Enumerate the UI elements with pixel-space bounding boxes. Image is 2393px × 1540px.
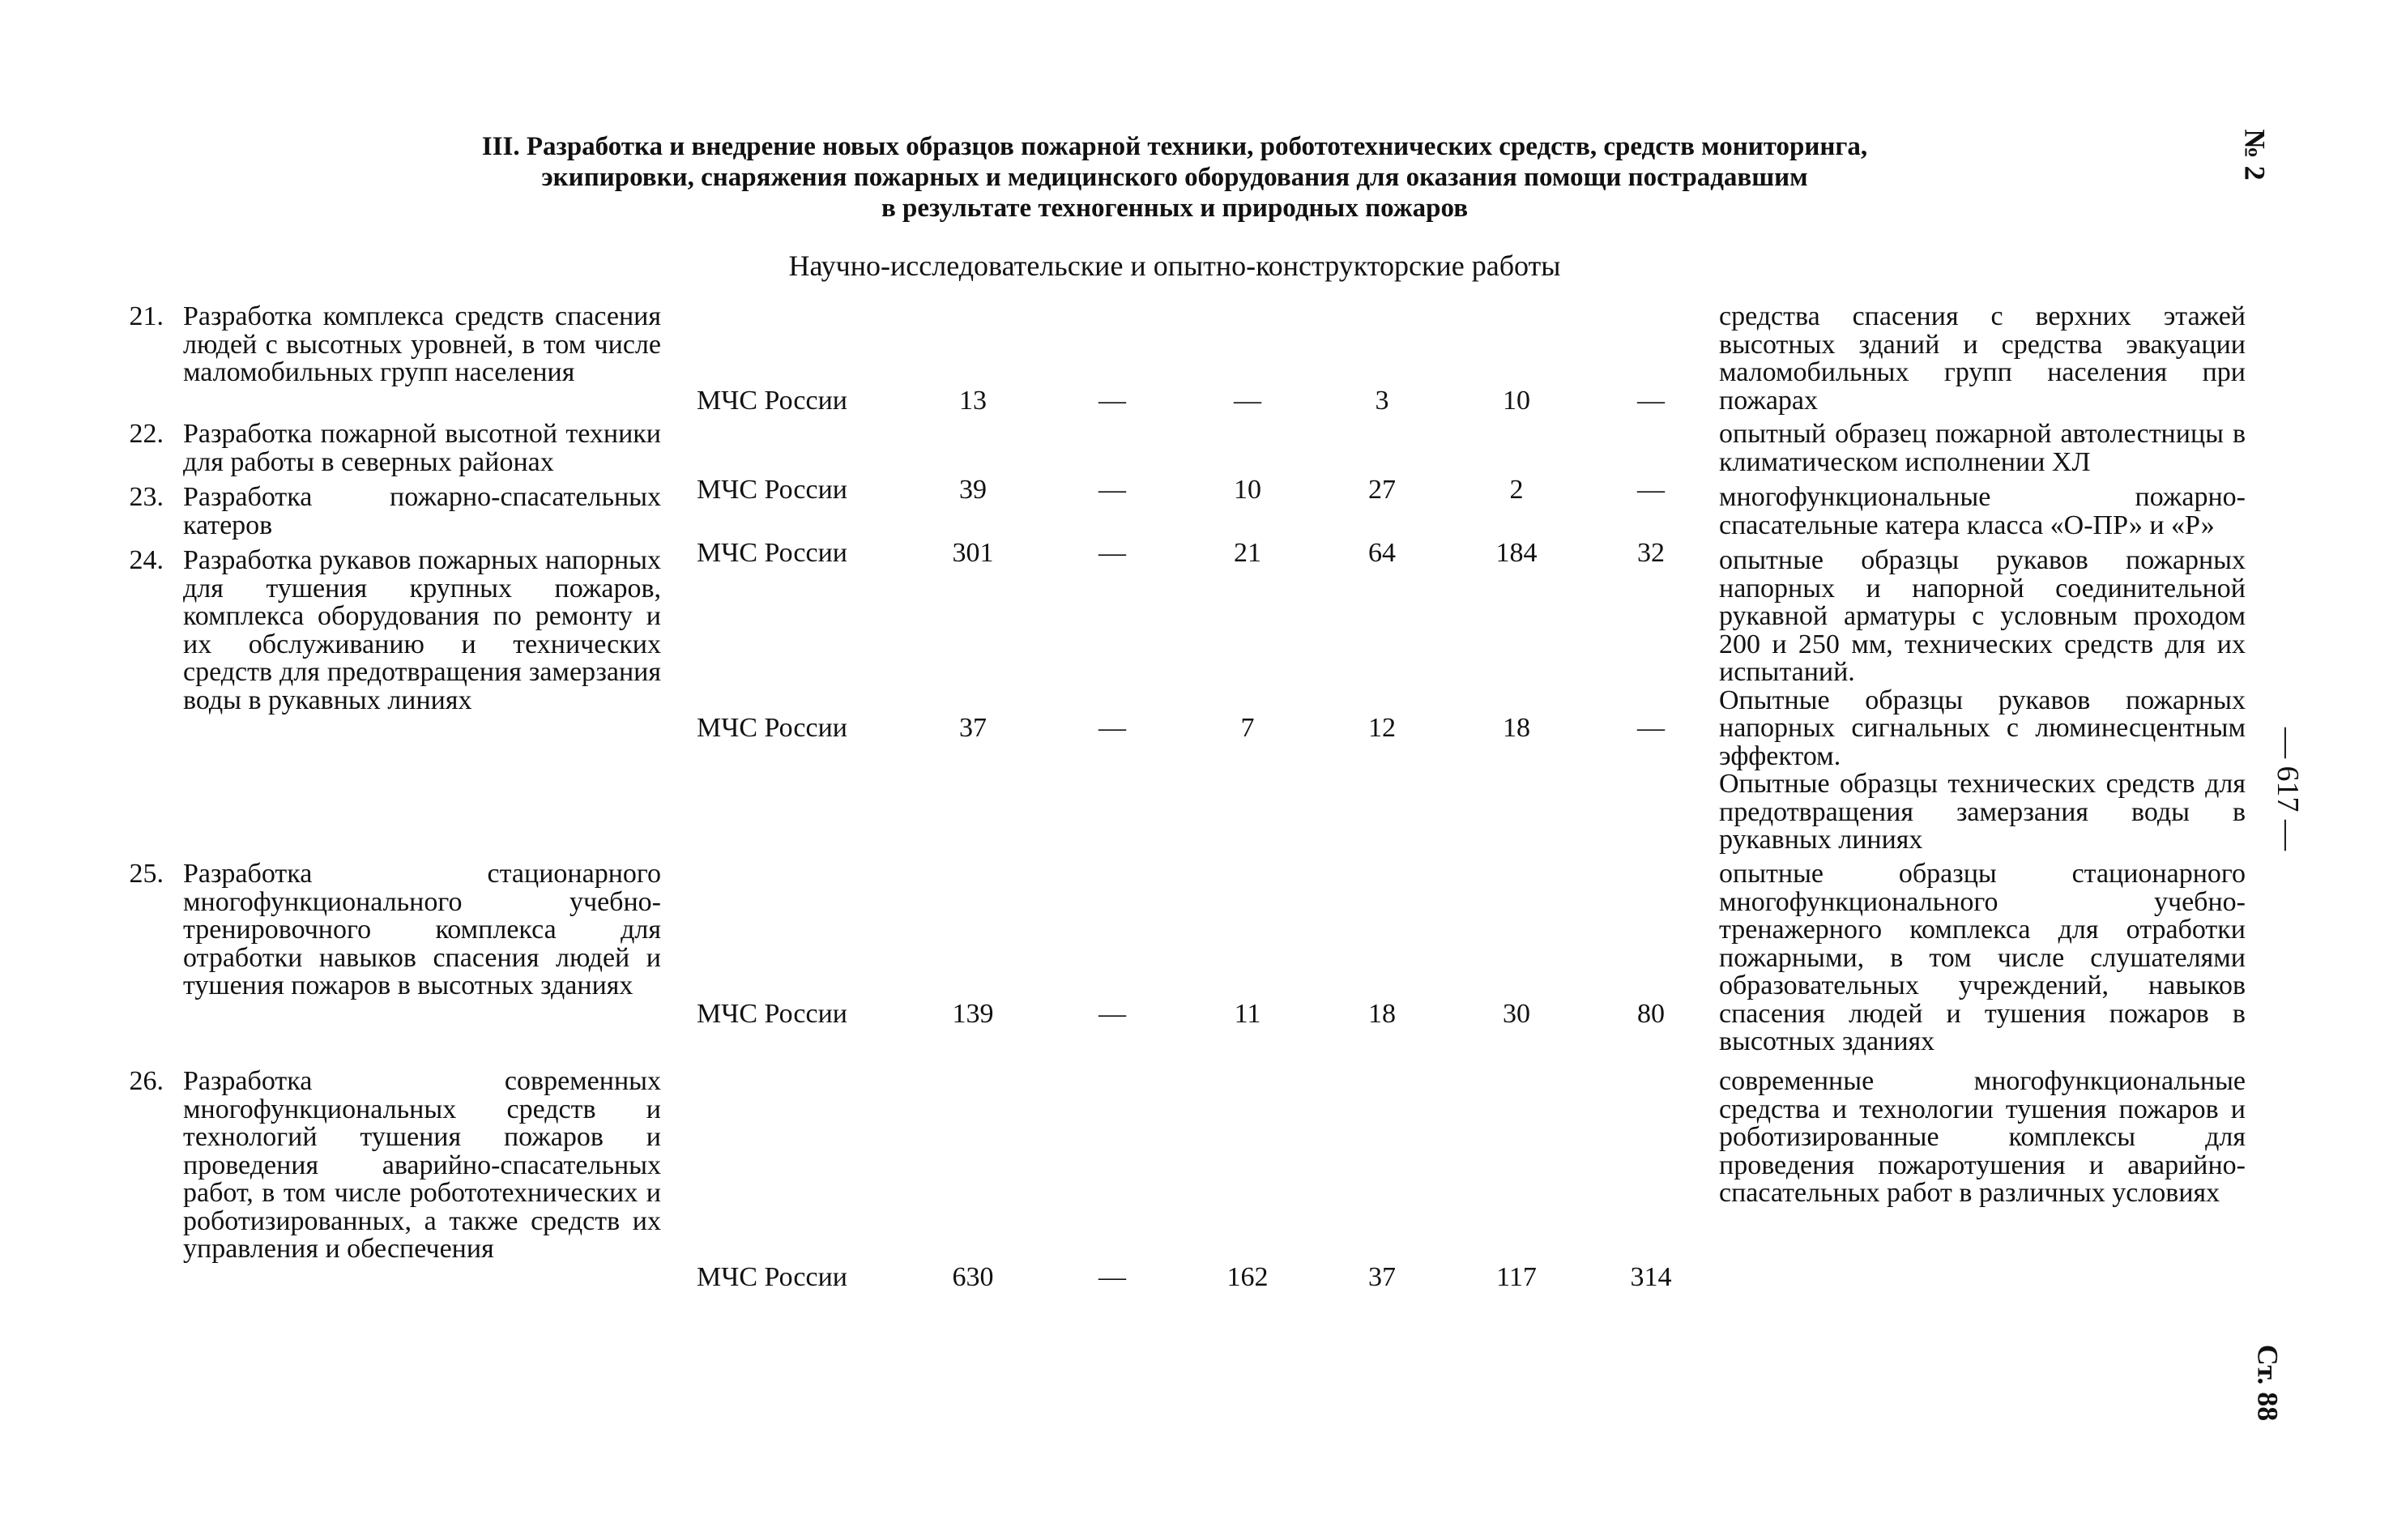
result-paragraph: средства спасения с верхних этажей высотных зданий и средства эвакуации маломобильных групп населения при пожарах (1719, 301, 2246, 416)
row-value: 301 (952, 538, 994, 568)
row-organization: МЧС России (697, 475, 847, 505)
page-number: — 617 — (2271, 727, 2305, 851)
row-activity: Разработка стационарного многофункционального учебно-тренировочного комплекса для отработки навыков спасения людей и тушения пожаров в высотных зданиях (183, 859, 661, 1000)
row-result (1719, 484, 2246, 540)
row-value: 64 (1368, 538, 1396, 568)
row-activity: Разработка рукавов пожарных напорных для тушения крупных пожаров, комплекса оборудования по ремонту и их обслуживанию и технических средств для предотвращения замерзания воды в рукавных линиях (183, 545, 661, 715)
row-value: 13 (959, 385, 987, 416)
row-activity: Разработка пожарной высотной техники для работы в северных районах (183, 419, 661, 477)
row-number: 23. (129, 482, 164, 512)
row-value: 314 (1630, 1261, 1672, 1292)
row-activity: Разработка современных многофункциональных средств и технологий тушения пожаров и проведения аварийно-спасательных работ, в том числе робототехнических и роботизированных, а также средств их управления и обеспечения (183, 1066, 661, 1264)
row-value: — (1098, 1261, 1126, 1292)
program-table (0, 301, 2393, 1292)
row-value: 7 (1240, 713, 1255, 743)
row-number: 24. (129, 545, 164, 575)
row-organization: МЧС России (697, 385, 847, 416)
row-organization: МЧС России (697, 998, 847, 1029)
table-row (0, 303, 2393, 415)
row-activity: Разработка комплекса средств спасения людей с высотных уровней, в том числе маломобильных групп населения (183, 301, 661, 387)
table-row (0, 860, 2393, 1062)
row-number: 25. (129, 859, 164, 889)
row-value: — (1234, 385, 1261, 416)
row-number: 26. (129, 1066, 164, 1096)
row-result (1719, 547, 2246, 855)
row-value: 11 (1234, 998, 1261, 1029)
result-paragraph: Опытные образцы рукавов пожарных напорных сигнальных с люминесцентным эффектом. (1719, 685, 2246, 771)
table-row (0, 547, 2393, 855)
section-title-line: экипировки, снаряжения пожарных и медицинского оборудования для оказания помощи пострадавшим (541, 163, 1808, 192)
result-paragraph: современные многофункциональные средства и технологии тушения пожаров и роботизированные комплексы для проведения пожаротушения и аварийно-спасательных работ в различных условиях (1719, 1066, 2246, 1208)
row-value: 10 (1234, 475, 1261, 505)
table-row (0, 1066, 2393, 1292)
row-organization: МЧС России (697, 713, 847, 743)
row-value: — (1637, 713, 1665, 743)
row-organization: МЧС России (697, 1261, 847, 1292)
row-value: 30 (1503, 998, 1530, 1029)
row-value: 2 (1509, 475, 1524, 505)
row-result (1719, 420, 2246, 476)
row-value: — (1098, 713, 1126, 743)
row-result (1719, 303, 2246, 415)
row-number: 22. (129, 419, 164, 449)
result-paragraph: опытный образец пожарной автолестницы в климатическом исполнении ХЛ (1719, 419, 2246, 477)
row-value: — (1098, 475, 1126, 505)
subsection-title: Научно-исследовательские и опытно-конструкторские работы (788, 250, 1561, 282)
result-paragraph: опытные образцы рукавов пожарных напорных и напорной соединительной рукавной арматуры с условным проходом 200 и 250 мм, технических средств для их испытаний. (1719, 545, 2246, 687)
row-value: 12 (1368, 713, 1396, 743)
row-result (1719, 860, 2246, 1056)
row-value: — (1098, 385, 1126, 416)
row-value: 37 (959, 713, 987, 743)
row-value: 162 (1226, 1261, 1269, 1292)
row-value: 117 (1496, 1261, 1537, 1292)
row-activity: Разработка пожарно-спасательных катеров (183, 482, 661, 540)
row-value: 27 (1368, 475, 1396, 505)
row-number: 21. (129, 301, 164, 331)
section-title-line: в результате техногенных и природных пожаров (881, 194, 1469, 223)
row-result (1719, 1068, 2246, 1208)
section-title (373, 131, 1977, 224)
issue-number: № 2 (2238, 129, 2271, 181)
row-value: 630 (952, 1261, 994, 1292)
sheet-number: Ст. 88 (2251, 1344, 2284, 1422)
row-value: 184 (1495, 538, 1538, 568)
row-value: 18 (1368, 998, 1396, 1029)
row-value: 32 (1637, 538, 1665, 568)
row-value: 18 (1503, 713, 1530, 743)
row-value: — (1637, 475, 1665, 505)
row-value: 21 (1234, 538, 1261, 568)
result-paragraph: опытные образцы стационарного многофункционального учебно-тренажерного комплекса для отработки пожарными, в том числе слушателями образовательных учреждений, навыков спасения людей и тушения пожаров в высотных зданиях (1719, 859, 2246, 1056)
result-paragraph: Опытные образцы технических средств для предотвращения замерзания воды в рукавных линиях (1719, 769, 2246, 855)
row-value: 39 (959, 475, 987, 505)
row-value: 3 (1375, 385, 1389, 416)
row-organization: МЧС России (697, 538, 847, 568)
section-title-line: III. Разработка и внедрение новых образцов пожарной техники, робототехнических средств, средств мониторинга, (481, 132, 1868, 161)
row-value: — (1098, 998, 1126, 1029)
row-value: 139 (952, 998, 994, 1029)
row-value: 80 (1637, 998, 1665, 1029)
row-value: — (1098, 538, 1126, 568)
row-value: 10 (1503, 385, 1530, 416)
result-paragraph: многофункциональные пожарно-спасательные катера класса «О-ПР» и «Р» (1719, 482, 2246, 540)
row-value: — (1637, 385, 1665, 416)
row-value: 37 (1368, 1261, 1396, 1292)
